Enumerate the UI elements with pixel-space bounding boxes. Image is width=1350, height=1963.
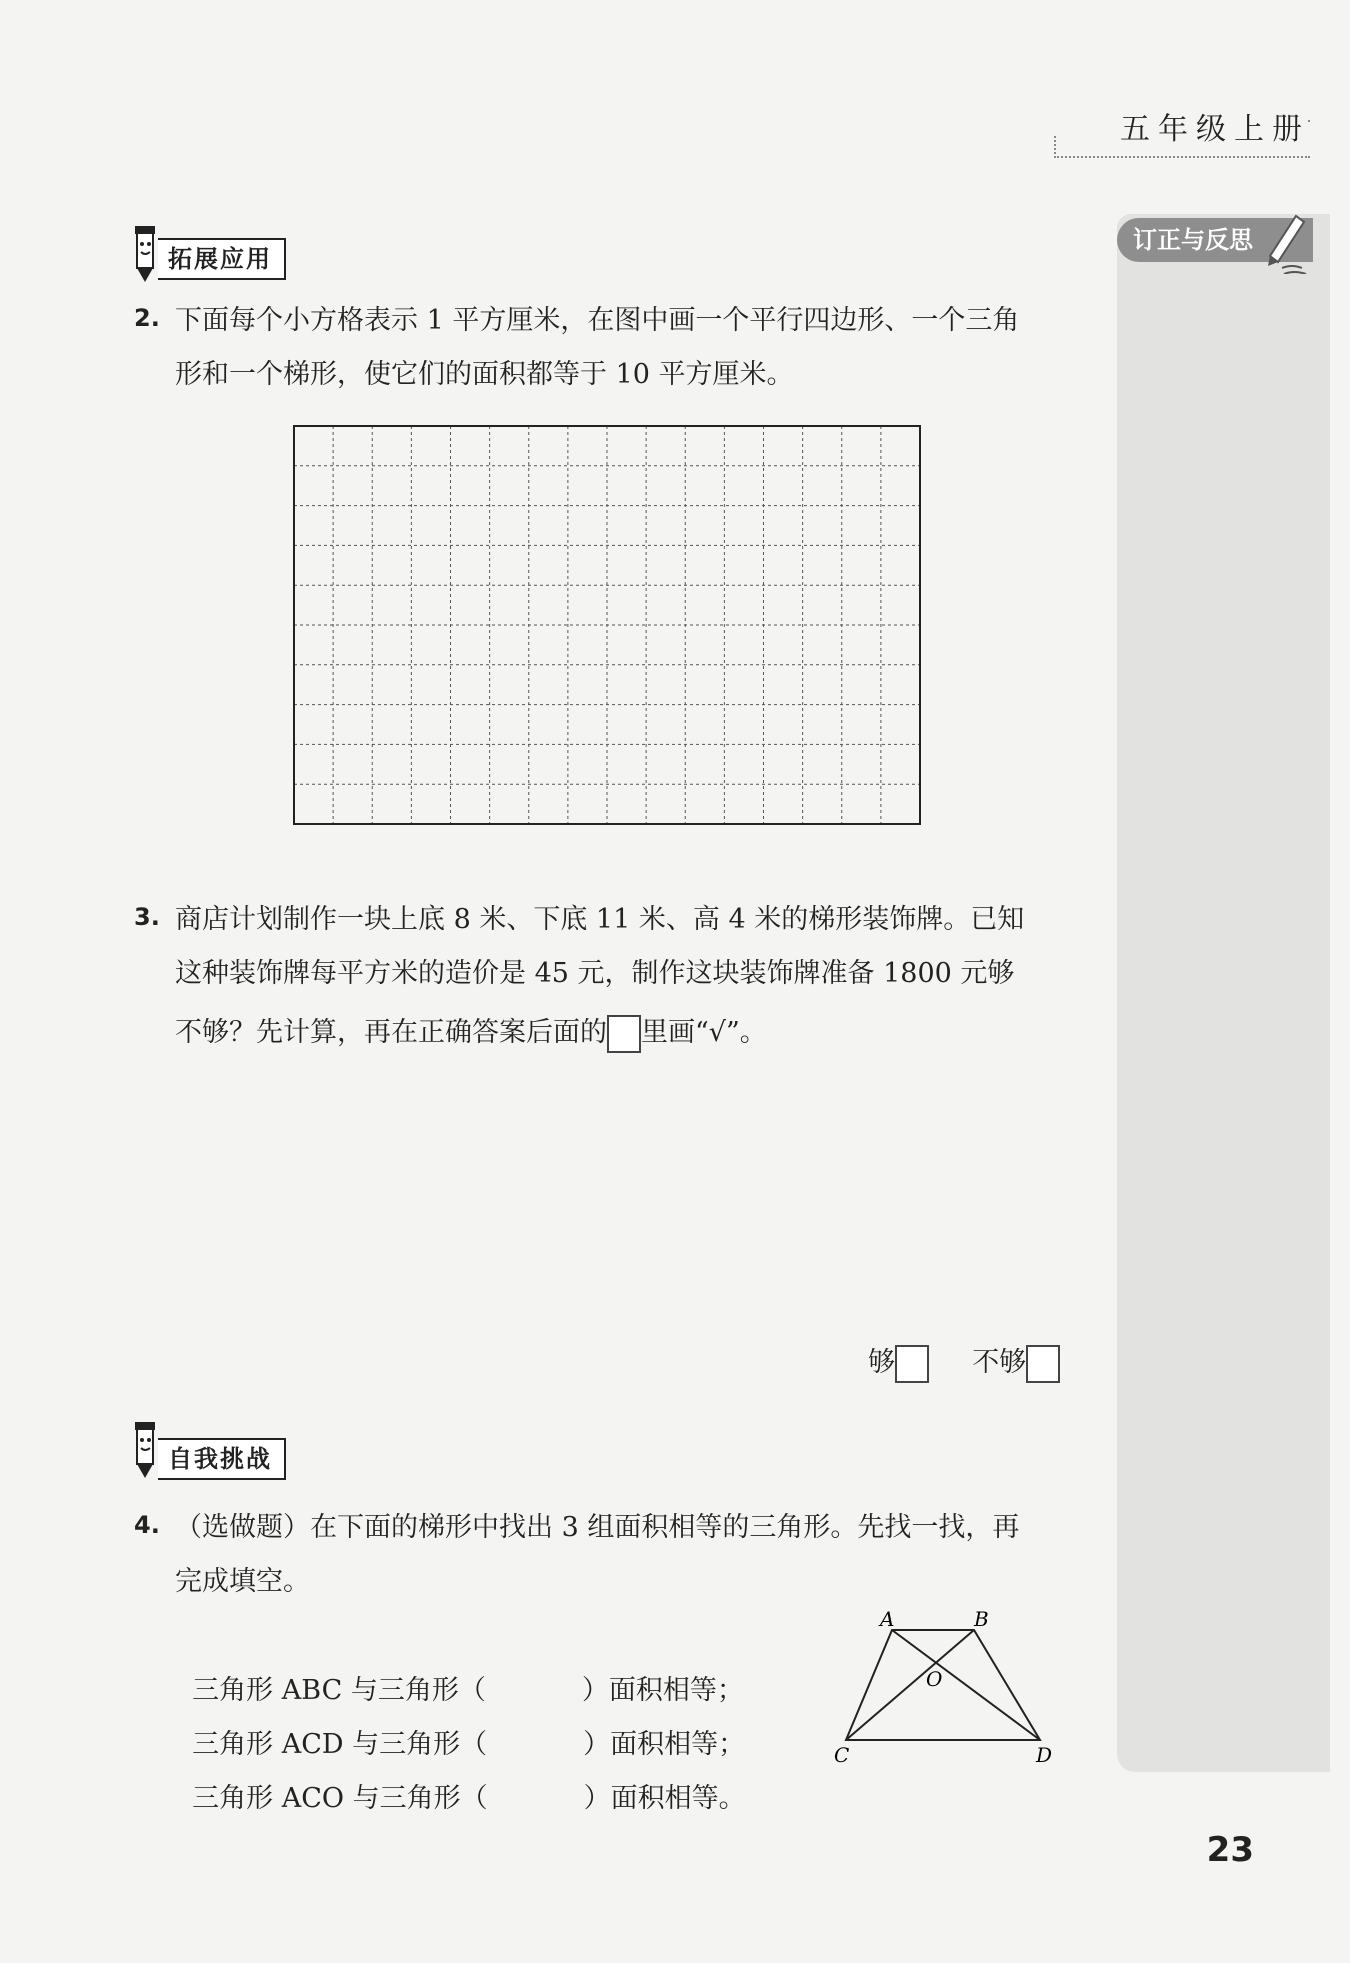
option-not-enough-checkbox[interactable] bbox=[1026, 1345, 1060, 1383]
q2-line1: 下面每个小方格表示 1 平方厘米，在图中画一个平行四边形、一个三角 bbox=[175, 305, 1020, 336]
section-tag-challenge-label: 自我挑战 bbox=[168, 1445, 272, 1473]
q3-number: 3. bbox=[134, 903, 160, 931]
page-number: 23 bbox=[1206, 1830, 1254, 1870]
q4-fill-3 bbox=[175, 1718, 746, 1826]
pencil-mascot-icon bbox=[130, 1418, 160, 1480]
q4-fill-3-post: ）面积相等。 bbox=[583, 1783, 746, 1814]
diagonal-bc bbox=[846, 1630, 974, 1740]
q3-line2: 这种装饰牌每平方米的造价是 45 元，制作这块装饰牌准备 1800 元够 bbox=[175, 958, 1015, 989]
section-tag-challenge bbox=[158, 1438, 286, 1480]
q3-line3-pre: 不够？先计算，再在正确答案后面的 bbox=[175, 1017, 607, 1048]
q4-fill-2-pre: 三角形 ACD 与三角形（ bbox=[192, 1729, 488, 1760]
label-d: D bbox=[1036, 1743, 1053, 1764]
q3-options bbox=[868, 1336, 1060, 1390]
section-tag-extend bbox=[158, 238, 286, 280]
option-enough-checkbox[interactable] bbox=[895, 1345, 929, 1383]
answer-box-sample bbox=[607, 1015, 641, 1053]
diagonal-ad bbox=[892, 1630, 1040, 1740]
option-not-enough-label: 不够 bbox=[972, 1347, 1027, 1378]
label-b: B bbox=[974, 1607, 989, 1631]
label-a: A bbox=[880, 1607, 895, 1631]
q3-line1: 商店计划制作一块上底 8 米、下底 11 米、高 4 米的梯形装饰牌。已知 bbox=[175, 904, 1025, 935]
trapezoid-outline bbox=[846, 1630, 1040, 1740]
label-o: O bbox=[926, 1667, 943, 1691]
pen-icon bbox=[1262, 208, 1310, 274]
pencil-mascot-icon bbox=[130, 222, 160, 284]
q4-fill-2-post: ）面积相等； bbox=[583, 1729, 746, 1760]
grid-drawing-area[interactable] bbox=[293, 425, 923, 825]
section-tag-extend-label: 拓展应用 bbox=[168, 245, 272, 273]
q2-number: 2. bbox=[134, 304, 160, 332]
label-c: C bbox=[834, 1743, 850, 1764]
correction-reflection-panel bbox=[1117, 214, 1330, 1772]
q4-fill-1-post: ）面积相等； bbox=[581, 1675, 744, 1706]
q4-fill-3-pre: 三角形 ACO 与三角形（ bbox=[192, 1783, 488, 1814]
q3-line3 bbox=[175, 1006, 767, 1060]
q3-line3-post: 里画“√”。 bbox=[641, 1017, 767, 1048]
side-tab-label: 订正与反思 bbox=[1133, 226, 1253, 254]
q4-line1: （选做题）在下面的梯形中找出 3 组面积相等的三角形。先找一找，再 bbox=[175, 1512, 1020, 1543]
q4-number: 4. bbox=[134, 1511, 160, 1539]
header-title: 五年级上册 bbox=[1120, 112, 1310, 147]
square-grid[interactable] bbox=[293, 425, 923, 829]
option-enough-label: 够 bbox=[868, 1347, 895, 1378]
q4-line2: 完成填空。 bbox=[175, 1566, 310, 1597]
trapezoid-figure bbox=[826, 1604, 1076, 1764]
q2-line2: 形和一个梯形，使它们的面积都等于 10 平方厘米。 bbox=[175, 359, 794, 390]
q4-fill-1-pre: 三角形 ABC 与三角形（ bbox=[192, 1675, 486, 1706]
